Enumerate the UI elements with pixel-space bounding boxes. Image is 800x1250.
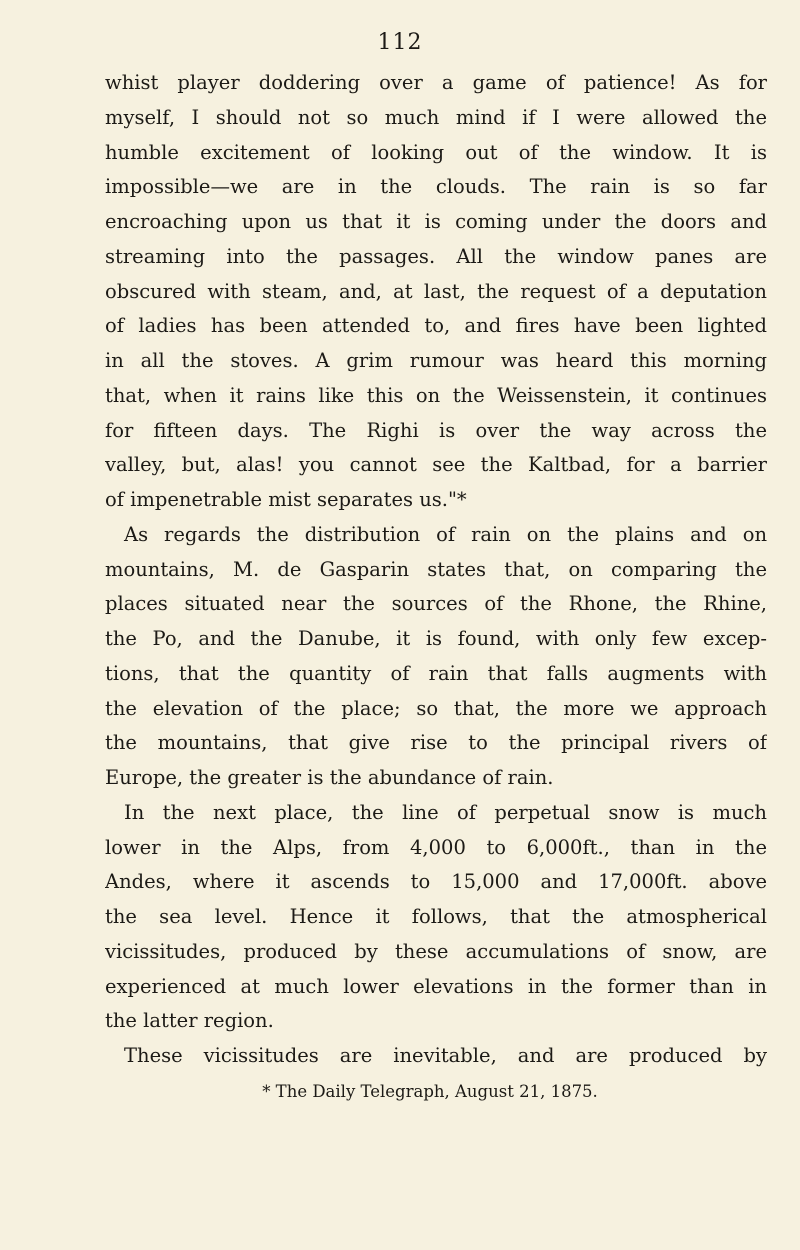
- text-line: These vicissitudes are inevitable, and are produced by: [124, 1044, 767, 1067]
- text-line: myself, I should not so much mind if I were allowed the: [105, 105, 767, 129]
- text-line: obscured with steam, and, at last, the request of a deputation: [105, 279, 767, 303]
- text-line: that, when it rains like this on the Weissenstein, it continues: [105, 383, 767, 407]
- text-line: of ladies has been attended to, and fires have been lighted: [105, 314, 767, 338]
- text-line: In the next place, the line of perpetual snow is much: [124, 800, 767, 824]
- text-line: Andes, where it ascends to 15,000 and 17,000ft. above: [105, 870, 767, 894]
- text-line: humble excitement of looking out of the window. It is: [105, 140, 767, 164]
- text-line: the Po, and the Danube, it is found, with only few excep-: [105, 627, 767, 650]
- text-line: in all the stoves. A grim rumour was heard this morning: [105, 349, 767, 372]
- body-text: [105, 66, 767, 1074]
- text-line: Europe, the greater is the abundance of rain.: [105, 766, 554, 789]
- text-line: for fifteen days. The Righi is over the way across the: [105, 418, 767, 442]
- text-line: impossible—we are in the clouds. The rain is so far: [105, 175, 767, 199]
- text-line: the elevation of the place; so that, the more we approach: [105, 696, 767, 720]
- text-line: experienced at much lower elevations in the former than in: [105, 974, 767, 998]
- text-line: valley, but, alas! you cannot see the Kaltbad, for a barrier: [105, 453, 767, 477]
- page-number: 112: [377, 30, 423, 55]
- text-line: lower in the Alps, from 4,000 to 6,000ft., than in the: [105, 835, 767, 859]
- text-line: the latter region.: [105, 1009, 274, 1033]
- text-line: of impenetrable mist separates us."*: [105, 488, 467, 511]
- text-line: whist player doddering over a game of patience! As for: [105, 71, 767, 94]
- text-line: vicissitudes, produced by these accumulations of snow, are: [105, 939, 767, 963]
- text-line: As regards the distribution of rain on the plains and on: [124, 522, 767, 546]
- footnote: * The Daily Telegraph, August 21, 1875.: [262, 1082, 598, 1101]
- text-line: encroaching upon us that it is coming under the doors and: [105, 210, 767, 233]
- text-line: the mountains, that give rise to the principal rivers of: [105, 731, 767, 755]
- text-line: mountains, M. de Gasparin states that, on comparing the: [105, 557, 767, 581]
- text-line: tions, that the quantity of rain that falls augments with: [105, 661, 767, 685]
- text-line: streaming into the passages. All the window panes are: [105, 244, 767, 268]
- text-line: places situated near the sources of the Rhone, the Rhine,: [105, 592, 767, 616]
- text-line: the sea level. Hence it follows, that the atmospherical: [105, 905, 767, 928]
